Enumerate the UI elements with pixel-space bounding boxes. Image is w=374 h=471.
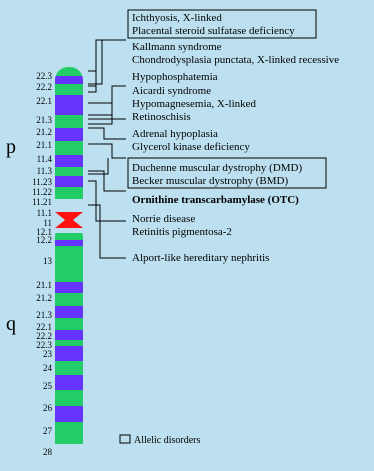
disease-label: Glycerol kinase deficiency [132,141,250,153]
band [55,390,83,406]
band [55,318,83,330]
band-label: 21.3 [36,310,52,320]
band-label: 25 [43,381,52,391]
centromere [55,212,83,228]
band [55,141,83,155]
band-label: 11 [43,218,52,228]
band [55,167,83,176]
band-label: 28 [43,447,52,457]
band [55,240,83,246]
band-label: 21.3 [36,115,52,125]
band-labels [32,71,52,457]
band [55,187,83,199]
band [55,128,83,141]
p-arm [55,67,83,199]
band-label: 12.2 [36,235,52,245]
band [55,76,83,84]
band [55,346,83,361]
band [55,67,83,76]
band-label: 12.1 [36,227,52,237]
band-label: 26 [43,403,52,413]
disease-label: Adrenal hypoplasia [132,128,218,140]
disease-label: Retinoschisis [132,111,191,123]
q-arm-label: q [6,313,16,335]
band-label: 13 [43,256,52,266]
band-label: 11.22 [32,187,52,197]
band-label: 11.21 [32,197,52,207]
band-label: 21.1 [36,140,52,150]
band [55,246,83,282]
disease-label: Retinitis pigmentosa-2 [132,226,232,238]
band [55,282,83,293]
band [55,375,83,390]
band-label: 23 [43,349,52,359]
disease-label: Ichthyosis, X-linked [132,12,222,24]
disease-label: Chondrodysplasia punctata, X-linked recessive [132,54,340,66]
band-label: 11.23 [32,177,52,187]
legend-swatch [120,435,130,443]
band [55,340,83,346]
band [55,330,83,340]
band-label: 11.1 [36,208,52,218]
band-label: 22.3 [36,340,52,350]
band-label: 11.3 [36,166,52,176]
band [55,176,83,187]
band-label: 21.2 [36,127,52,137]
band-label: 24 [43,363,52,373]
disease-label: Hypomagnesemia, X-linked [132,98,257,110]
band-label: 27 [43,426,52,436]
band-label: 11.4 [36,154,52,164]
band-label: 21.2 [36,293,52,303]
band [55,115,83,128]
disease-label: Duchenne muscular dystrophy (DMD) [132,162,303,174]
disease-label: Hypophosphatemia [132,71,218,83]
disease-label: Kallmann syndrome [132,41,222,53]
disease-label: Placental steroid sulfatase deficiency [132,25,295,37]
disease-label: Alport-like hereditary nephritis [132,252,270,264]
band-label: 22.1 [36,96,52,106]
disease-label: Becker muscular dystrophy (BMD) [132,175,289,187]
band [55,406,83,422]
band-label: 22.3 [36,71,52,81]
p-arm-label: p [6,136,16,158]
band [55,361,83,375]
disease-label: Ornithine transcarbamylase (OTC) [132,194,299,206]
q-arm [55,233,83,444]
disease-label: Aicardi syndrome [132,85,212,97]
band [55,293,83,306]
band [55,422,83,444]
band-label: 21.1 [36,280,52,290]
band [55,95,83,115]
disease-label: Norrie disease [132,213,196,225]
band-label: 22.2 [36,331,52,341]
legend-label: Allelic disorders [134,435,201,446]
band [55,233,83,240]
band-label: 22.2 [36,82,52,92]
band [55,306,83,318]
band [55,155,83,167]
band-label: 22.1 [36,322,52,332]
band [55,84,83,95]
connector-lines [88,40,126,258]
disease-labels [132,12,339,264]
